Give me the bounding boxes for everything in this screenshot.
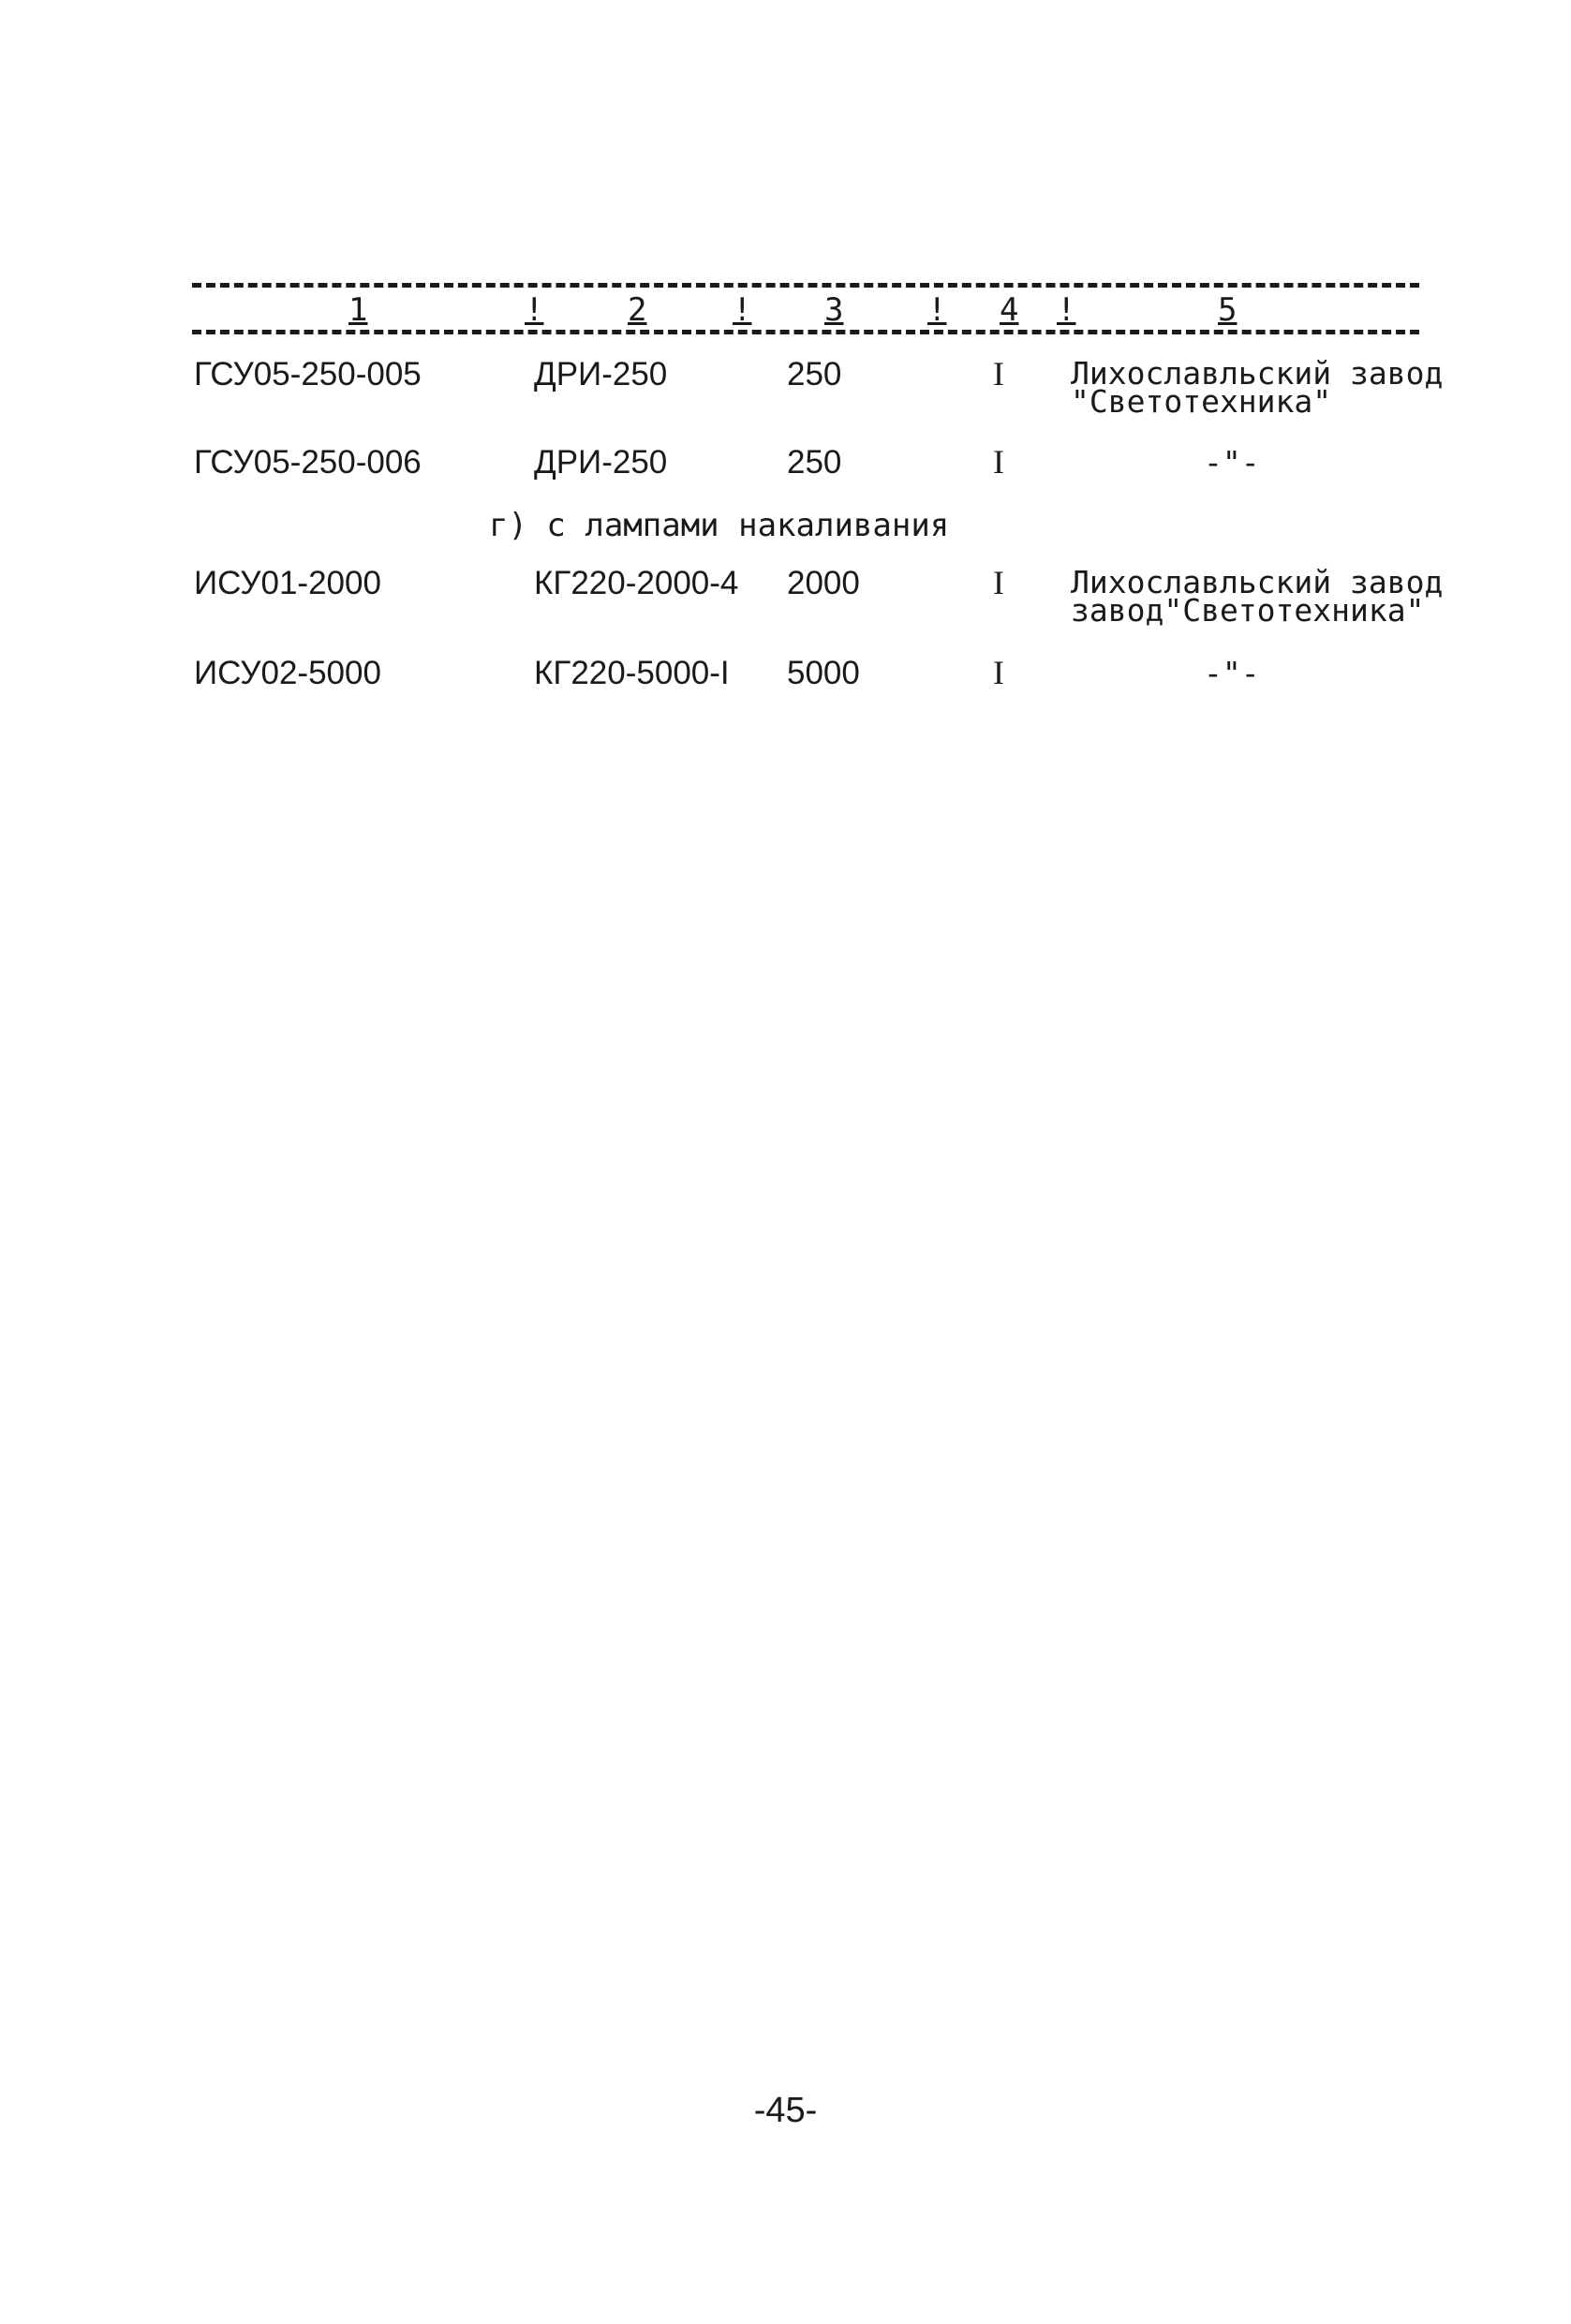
cell-power: 5000 <box>787 655 860 691</box>
cell-lamp: ДРИ-250 <box>534 444 668 481</box>
cell-qty: I <box>993 355 1004 392</box>
cell-designation: ГСУ05-250-005 <box>194 356 422 392</box>
cell-qty: I <box>993 443 1004 481</box>
cell-maker-line-1: Лихославльский завод <box>1071 564 1444 600</box>
section-title: г) с лампами накаливания <box>489 507 950 544</box>
cell-lamp: КГ220-2000-4 <box>534 565 739 601</box>
cell-designation: ГСУ05-250-006 <box>194 444 422 481</box>
cell-designation: ИСУ02-5000 <box>194 655 381 691</box>
cell-lamp: КГ220-5000-I <box>534 655 730 691</box>
cell-lamp: ДРИ-250 <box>534 356 668 392</box>
cell-maker-ditto: -"- <box>1204 655 1260 691</box>
header-separator: ! <box>525 291 544 329</box>
cell-maker-line-1: Лихославльский завод <box>1071 355 1444 392</box>
cell-qty: I <box>993 654 1004 691</box>
header-top-rule <box>192 283 1419 288</box>
header-separator: ! <box>733 291 752 329</box>
header-separator: ! <box>1057 291 1076 329</box>
header-col-5: 5 <box>1218 291 1238 329</box>
cell-power: 2000 <box>787 565 860 601</box>
cell-maker-line-2: "Светотехника" <box>1071 383 1332 420</box>
header-bottom-rule <box>192 330 1419 334</box>
header-col-2: 2 <box>628 291 647 329</box>
header-col-1: 1 <box>348 291 368 329</box>
header-col-3: 3 <box>824 291 844 329</box>
cell-power: 250 <box>787 356 842 392</box>
page-number: -45- <box>753 2091 818 2130</box>
cell-designation: ИСУ01-2000 <box>194 565 381 601</box>
cell-maker-line-2: завод"Светотехника" <box>1071 592 1425 629</box>
header-col-4: 4 <box>1000 291 1019 329</box>
header-separator: ! <box>927 291 947 329</box>
cell-maker-ditto: -"- <box>1204 444 1260 481</box>
cell-power: 250 <box>787 444 842 481</box>
cell-qty: I <box>993 564 1004 601</box>
